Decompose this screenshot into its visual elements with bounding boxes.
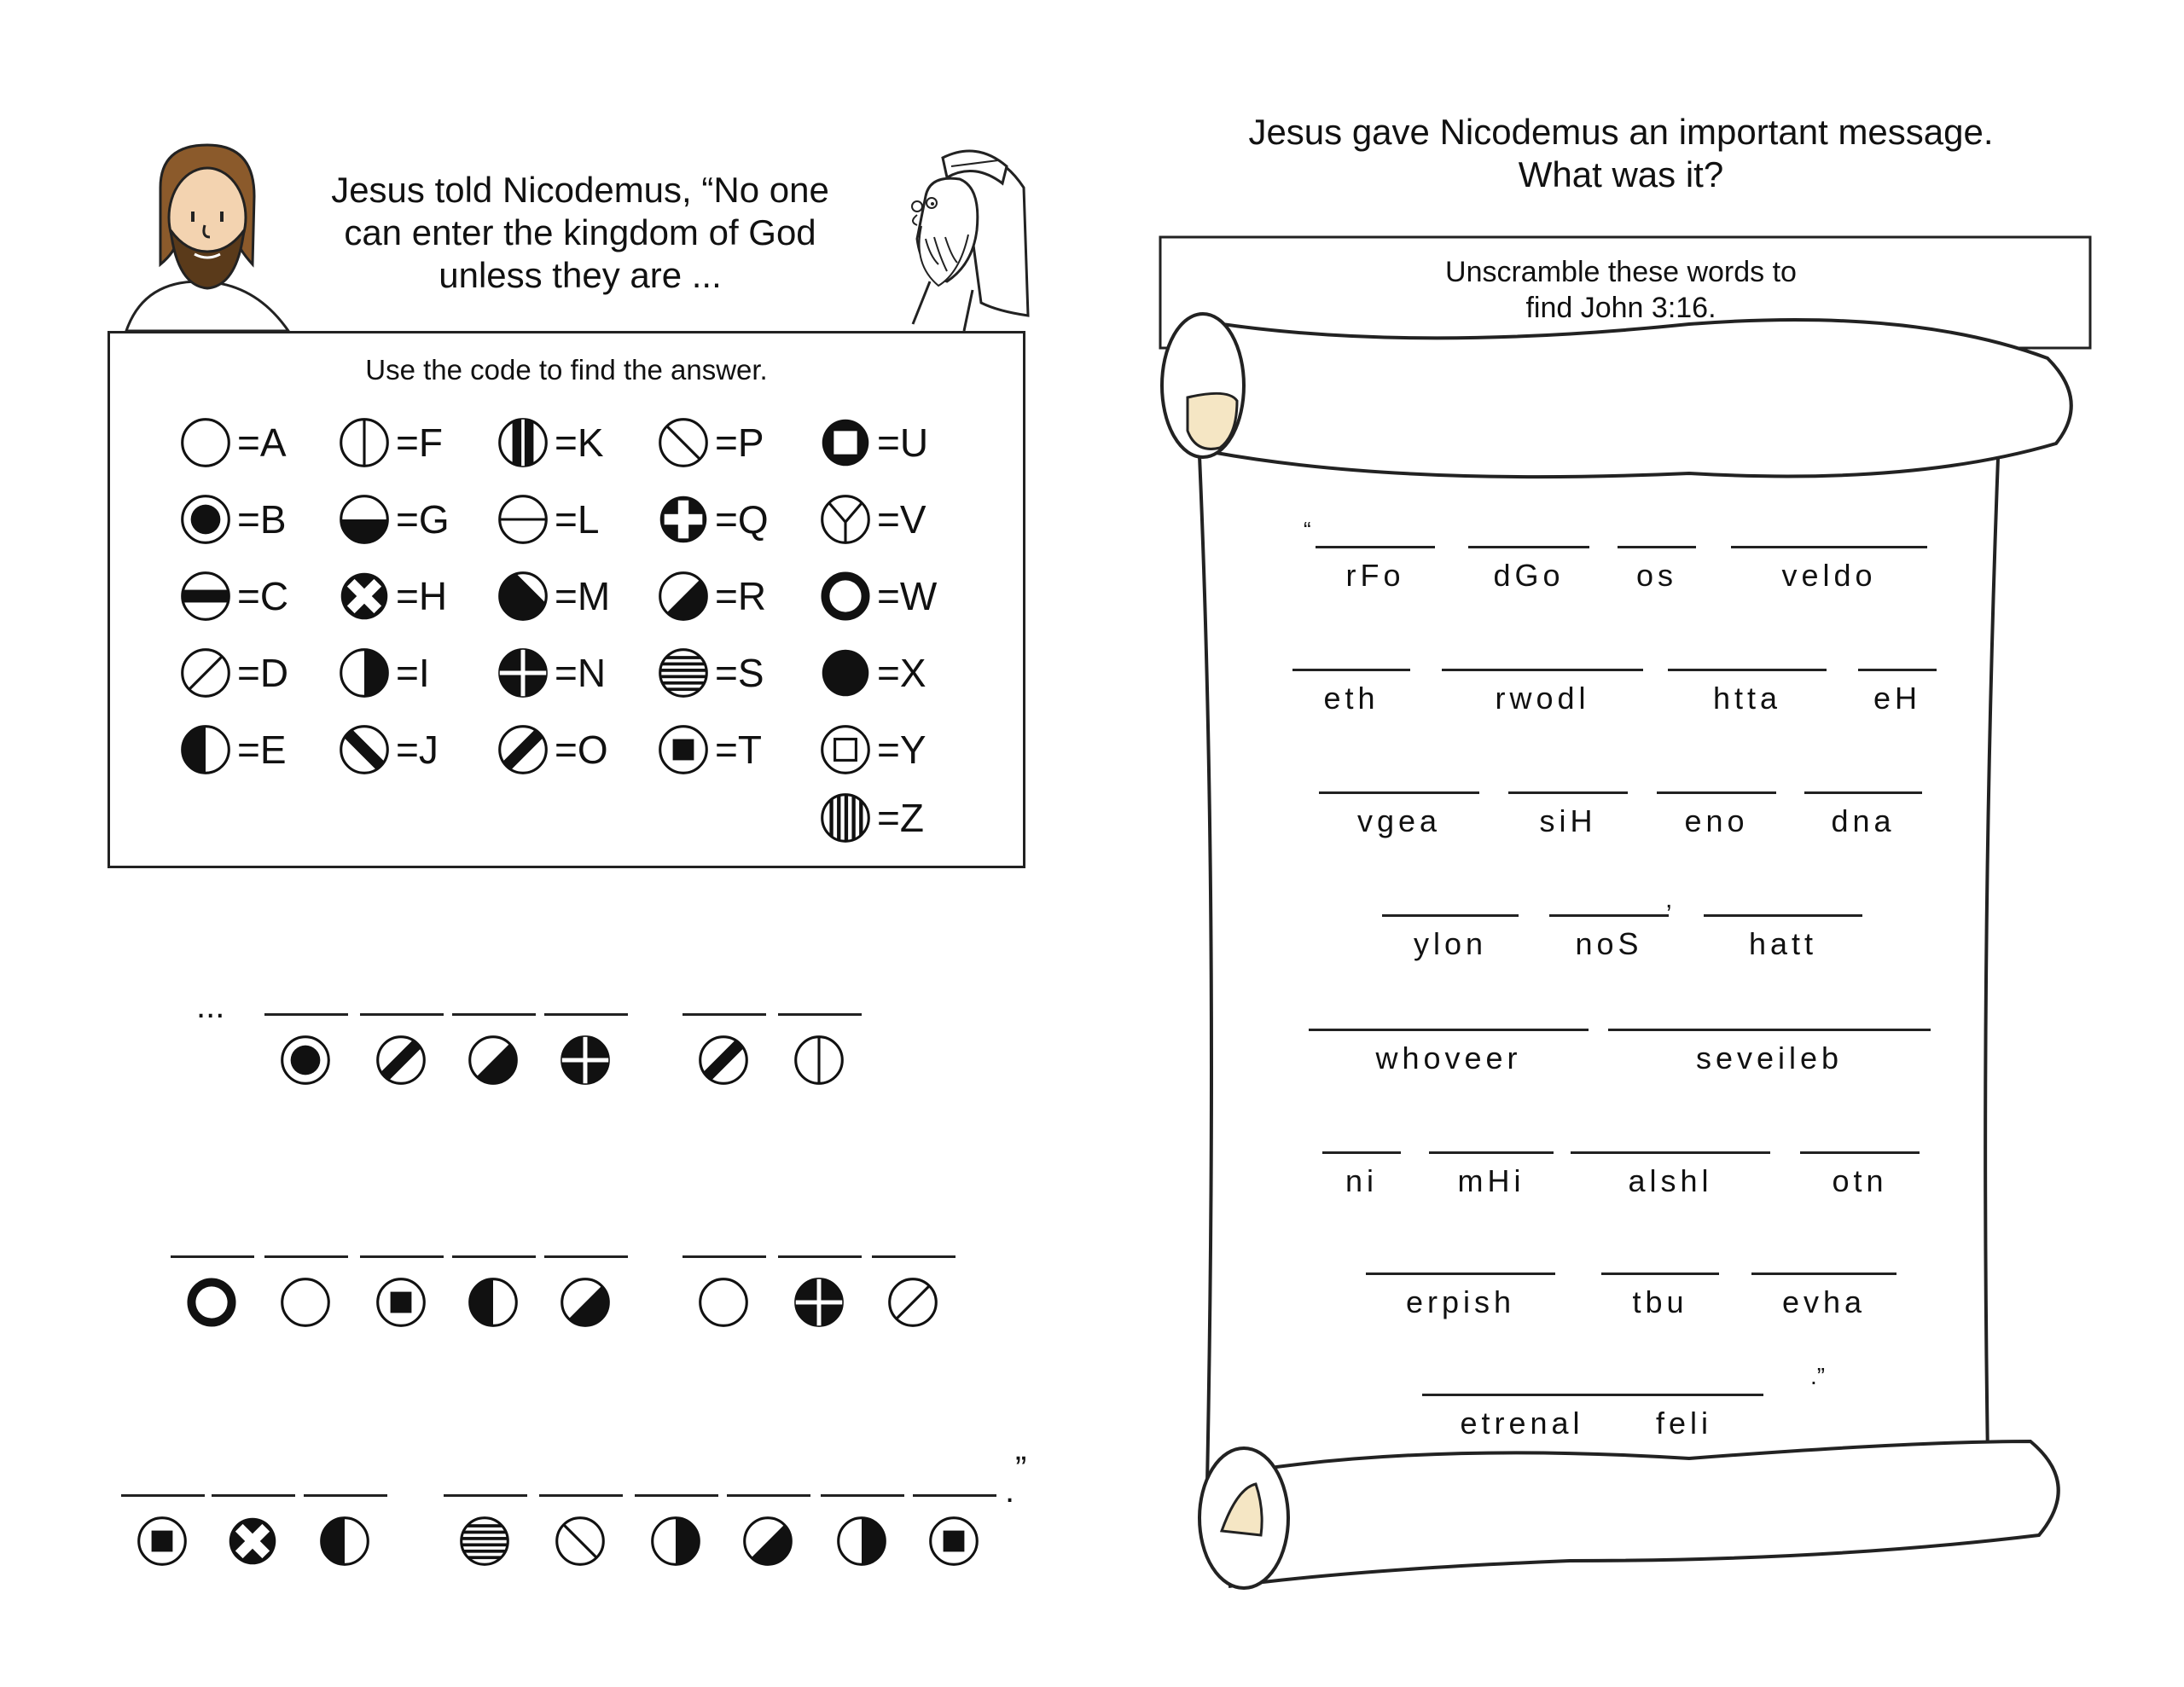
thick-ring-icon: [185, 1276, 238, 1329]
answer-blank[interactable]: [452, 1255, 536, 1258]
scroll-blank[interactable]: [1422, 1394, 1622, 1396]
scrambled-word: eno: [1684, 803, 1749, 838]
code-entry-t: [657, 723, 762, 776]
code-letter: =G: [396, 497, 450, 542]
code-entry-n: [497, 646, 606, 699]
thick-horizontal-bar-icon: [179, 570, 232, 623]
horizontal-line-icon: [497, 493, 549, 546]
answer-blank[interactable]: [444, 1494, 527, 1497]
code-letter: =U: [877, 420, 929, 465]
scroll-blank[interactable]: [1751, 1272, 1896, 1275]
left-half-black-icon: [179, 723, 232, 776]
answer-blank[interactable]: [727, 1494, 810, 1497]
right-half-black-icon: [649, 1515, 702, 1568]
scrambled-word: ni: [1345, 1163, 1379, 1198]
empty-icon: [179, 416, 232, 469]
right-title: [1160, 111, 2082, 196]
code-letter: =L: [555, 497, 600, 542]
bottom-half-black-icon: [338, 493, 391, 546]
scrambled-word: dGo: [1493, 558, 1565, 593]
close-quote: .”: [1810, 1363, 1826, 1389]
code-entry-l: [497, 493, 599, 546]
left-title-line-3: unless they are ...: [439, 255, 722, 295]
answer-blank[interactable]: [212, 1494, 295, 1497]
scroll-blank[interactable]: [1668, 669, 1827, 671]
code-entry-p: [657, 416, 764, 469]
scrambled-word: ylon: [1413, 926, 1488, 961]
thick-slash-ne-icon: [497, 723, 549, 776]
code-entry-b: [179, 493, 287, 546]
slash-nw-se-icon: [657, 416, 710, 469]
horizontal-stripes-icon: [657, 646, 710, 699]
answer-blank[interactable]: [635, 1494, 718, 1497]
black-bottom-right-icon: [559, 1276, 612, 1329]
nicodemus-illustration: [879, 136, 1032, 333]
code-entry-j: [338, 723, 439, 776]
horizontal-stripes-icon: [458, 1515, 511, 1568]
answer-blank[interactable]: [304, 1494, 387, 1497]
vertical-stripes-icon: [819, 791, 872, 844]
empty-icon: [697, 1276, 750, 1329]
code-entry-w: [819, 570, 937, 623]
code-letter: =C: [237, 574, 289, 618]
thick-slash-ne-icon: [375, 1034, 427, 1087]
scrambled-word: dna: [1831, 803, 1896, 838]
scroll-blank[interactable]: [1704, 914, 1862, 917]
scrambled-word: rFo: [1345, 558, 1405, 593]
code-entry-q: [657, 493, 769, 546]
scrambled-word: feli: [1655, 1406, 1713, 1441]
scroll-blank[interactable]: [1571, 1151, 1770, 1154]
scrambled-word: erpish: [1405, 1284, 1516, 1319]
answer-blank[interactable]: [821, 1494, 904, 1497]
black-cross-icon: [793, 1276, 845, 1329]
scroll-blank[interactable]: [1292, 669, 1410, 671]
code-entry-h: [338, 570, 447, 623]
scrambled-word: eth: [1323, 681, 1380, 716]
code-entry-g: [338, 493, 450, 546]
y-shape-icon: [819, 493, 872, 546]
right-title-line-2: What was it?: [1518, 154, 1724, 194]
answer-blank[interactable]: [544, 1013, 628, 1016]
code-entry-f: [338, 416, 443, 469]
left-half-black-icon: [318, 1515, 371, 1568]
code-entry-u: [819, 416, 928, 469]
left-half-black-icon: [467, 1276, 520, 1329]
scrambled-word: evha: [1781, 1284, 1867, 1319]
scroll-illustration: [1143, 230, 2099, 1595]
scroll-blank[interactable]: [1468, 546, 1589, 548]
right-half-black-icon: [338, 646, 391, 699]
code-letter: =D: [237, 651, 289, 695]
black-square-icon: [136, 1515, 189, 1568]
scrambled-word: siH: [1539, 803, 1597, 838]
code-entry-v: [819, 493, 926, 546]
black-bottom-right-icon: [467, 1034, 520, 1087]
black-square-icon: [375, 1276, 427, 1329]
scroll-blank[interactable]: [1508, 791, 1628, 794]
scroll-blank[interactable]: [1608, 1029, 1931, 1031]
scroll-blank[interactable]: [1309, 1029, 1589, 1031]
scroll-blank[interactable]: [1382, 914, 1519, 917]
scroll-blank[interactable]: [1804, 791, 1922, 794]
answer-blank[interactable]: [682, 1013, 766, 1016]
scrambled-word: veldo: [1781, 558, 1877, 593]
code-entry-e: [179, 723, 287, 776]
scrambled-word: whoveer: [1375, 1041, 1522, 1075]
code-letter: =A: [237, 420, 287, 465]
code-entry-o: [497, 723, 608, 776]
slash-nw-se-icon: [554, 1515, 607, 1568]
scroll-blank[interactable]: [1429, 1151, 1554, 1154]
scrambled-word: tbu: [1632, 1284, 1688, 1319]
answer-blank[interactable]: [452, 1013, 536, 1016]
scroll-blank[interactable]: [1322, 1151, 1401, 1154]
code-entry-r: [657, 570, 766, 623]
left-title-line-2: can enter the kingdom of God: [344, 212, 816, 252]
answer-blank[interactable]: [360, 1013, 444, 1016]
code-entry-y: [819, 723, 926, 776]
scrambled-word: os: [1635, 558, 1678, 593]
scroll-blank[interactable]: [1316, 546, 1435, 548]
scroll-blank[interactable]: [1800, 1151, 1920, 1154]
end-period: .: [1005, 1472, 1015, 1510]
black-center-band-icon: [497, 416, 549, 469]
comma: ,: [1665, 885, 1673, 913]
scroll-blank[interactable]: [1601, 1272, 1719, 1275]
scrambled-word: alshl: [1628, 1163, 1713, 1198]
white-x-icon: [338, 570, 391, 623]
scroll-blank[interactable]: [1858, 669, 1937, 671]
white-x-icon: [226, 1515, 279, 1568]
code-letter: =Y: [877, 728, 926, 772]
answer-blank[interactable]: [872, 1255, 956, 1258]
vertical-line-icon: [338, 416, 391, 469]
code-entry-z: [819, 791, 924, 844]
right-half-black-icon: [835, 1515, 888, 1568]
answer-blank[interactable]: [360, 1255, 444, 1258]
scroll-blank[interactable]: [1319, 791, 1479, 794]
end-quote: ”: [1015, 1450, 1027, 1487]
scroll-blank[interactable]: [1657, 791, 1776, 794]
black-top-left-icon: [497, 570, 549, 623]
code-entry-k: [497, 416, 604, 469]
slash-sw-ne-icon: [886, 1276, 939, 1329]
scrambled-word: otn: [1832, 1163, 1888, 1198]
thick-slash-ne-icon: [697, 1034, 750, 1087]
thick-slash-nw-icon: [338, 723, 391, 776]
answer-blank[interactable]: [171, 1255, 254, 1258]
empty-icon: [279, 1276, 332, 1329]
code-entry-a: [179, 416, 287, 469]
code-letter: =K: [555, 420, 604, 465]
vertical-line-icon: [793, 1034, 845, 1087]
scrambled-word: mHi: [1457, 1163, 1525, 1198]
code-letter: =P: [715, 420, 764, 465]
black-bottom-right-icon: [741, 1515, 794, 1568]
scroll-blank[interactable]: [1618, 546, 1696, 548]
scroll-blank[interactable]: [1549, 914, 1669, 917]
answer-blank[interactable]: [264, 1013, 348, 1016]
left-title: [290, 169, 870, 297]
square-outline-icon: [819, 723, 872, 776]
code-letter: =Z: [877, 796, 924, 840]
black-bottom-right-icon: [657, 570, 710, 623]
right-title-line-1: Jesus gave Nicodemus an important message.: [1248, 112, 1994, 152]
scrambled-word: eH: [1873, 681, 1922, 716]
scroll-blank[interactable]: [1605, 1394, 1763, 1396]
scrambled-word: etrenal: [1460, 1406, 1584, 1441]
code-entry-s: [657, 646, 764, 699]
black-cross-icon: [559, 1034, 612, 1087]
jesus-illustration: [109, 136, 305, 333]
code-letter: =J: [396, 728, 439, 772]
answer-blank[interactable]: [913, 1494, 996, 1497]
code-letter: =I: [396, 651, 430, 695]
answer-blank[interactable]: [682, 1255, 766, 1258]
full-black-icon: [819, 646, 872, 699]
code-letter: =M: [555, 574, 611, 618]
answer-blank[interactable]: [539, 1494, 623, 1497]
black-square-icon: [927, 1515, 980, 1568]
code-letter: =H: [396, 574, 448, 618]
scramble-subtitle: [1365, 254, 1877, 326]
black-cross-icon: [497, 646, 549, 699]
scroll-blank[interactable]: [1442, 669, 1643, 671]
subtitle-line-2: find John 3:16.: [1525, 292, 1716, 324]
code-title: Use the code to find the answer.: [365, 354, 768, 386]
code-entry-x: [819, 646, 926, 699]
scrambled-word: noS: [1575, 926, 1643, 961]
ellipsis-text: ...: [196, 988, 225, 1025]
scroll-blank[interactable]: [1366, 1272, 1555, 1275]
code-letter: =Q: [715, 497, 769, 542]
answer-blank[interactable]: [121, 1494, 205, 1497]
code-entry-d: [179, 646, 288, 699]
code-letter: =O: [555, 728, 608, 772]
code-entry-i: [338, 646, 430, 699]
white-cross-icon: [657, 493, 710, 546]
code-letter: =T: [715, 728, 762, 772]
code-entry-m: [497, 570, 610, 623]
answer-blank[interactable]: [544, 1255, 628, 1258]
scrambled-word: rwodl: [1495, 681, 1590, 716]
code-letter: =B: [237, 497, 287, 542]
left-title-line-1: Jesus told Nicodemus, “No one: [331, 170, 829, 210]
subtitle-line-1: Unscramble these words to: [1445, 256, 1797, 288]
scroll-blank[interactable]: [1731, 546, 1927, 548]
scrambled-word: hatt: [1748, 926, 1818, 961]
scrambled-word: htta: [1712, 681, 1782, 716]
answer-blank[interactable]: [778, 1013, 862, 1016]
answer-blank[interactable]: [264, 1255, 348, 1258]
code-letter: =F: [396, 420, 443, 465]
code-letter: =E: [237, 728, 287, 772]
code-letter: =N: [555, 651, 607, 695]
dot-icon: [279, 1034, 332, 1087]
slash-sw-ne-icon: [179, 646, 232, 699]
scrambled-word: seveileb: [1695, 1041, 1844, 1075]
open-quote: “: [1304, 517, 1311, 542]
code-letter: =W: [877, 574, 938, 618]
code-letter: =R: [715, 574, 767, 618]
scrambled-word: vgea: [1356, 803, 1442, 838]
square-outline-thick-icon: [819, 416, 872, 469]
code-letter: =X: [877, 651, 926, 695]
code-letter: =S: [715, 651, 764, 695]
answer-blank[interactable]: [778, 1255, 862, 1258]
thick-ring-icon: [819, 570, 872, 623]
code-entry-c: [179, 570, 288, 623]
dot-icon: [179, 493, 232, 546]
code-letter: =V: [877, 497, 926, 542]
black-square-icon: [657, 723, 710, 776]
